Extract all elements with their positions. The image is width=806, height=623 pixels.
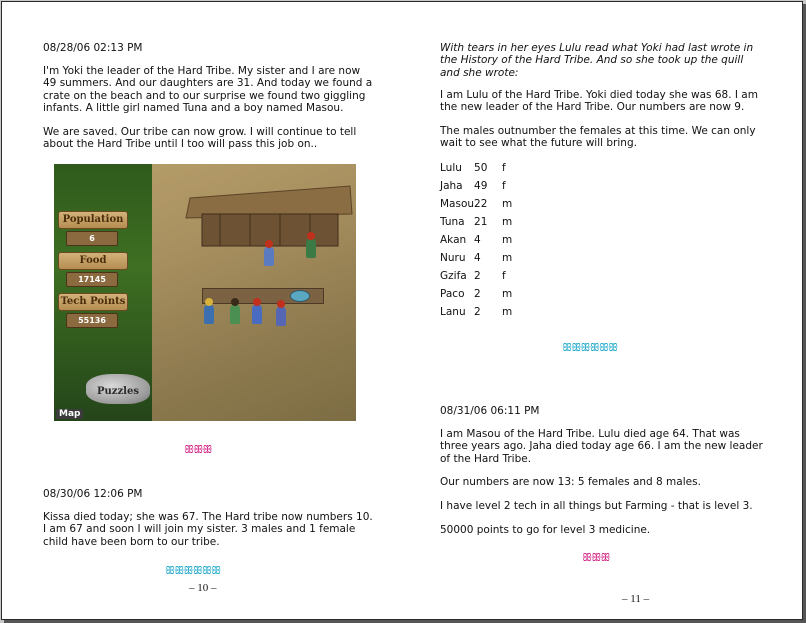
villager — [276, 306, 286, 326]
tribe-member-table — [440, 159, 512, 321]
population-label: Population — [58, 211, 128, 229]
entry-date: 08/30/06 12:06 PM — [43, 488, 143, 500]
population-value: 6 — [66, 231, 118, 246]
entry-paragraph: 50000 points to go for level 3 medicine. — [440, 524, 651, 536]
member-sex: m — [502, 198, 513, 210]
game-screenshot — [54, 164, 356, 421]
entry-paragraph: I am Lulu of the Hard Tribe. Yoki died today she was 68. I am the new leader of the Hard Tribe. Our numbers are now 9. — [440, 89, 758, 114]
member-age: 4 — [474, 252, 481, 264]
member-name: Lanu — [440, 306, 466, 318]
villager-head — [307, 232, 315, 240]
member-age: 49 — [474, 180, 488, 192]
member-sex: m — [502, 288, 513, 300]
villager — [306, 238, 316, 258]
member-sex: f — [502, 162, 506, 174]
villager-head — [265, 240, 273, 248]
ornament-divider: ꕥꕥꕥ — [582, 551, 610, 564]
villager-head — [253, 298, 261, 306]
table-row — [440, 303, 512, 321]
ornament-divider: ꕥꕥꕥ — [184, 443, 212, 456]
member-sex: m — [502, 252, 513, 264]
villager-head — [231, 298, 239, 306]
member-name: Akan — [440, 234, 467, 246]
water-pot — [290, 290, 310, 302]
table-row — [440, 267, 512, 285]
table-row — [440, 195, 512, 213]
hut-illustration — [180, 178, 354, 248]
member-sex: f — [502, 270, 506, 282]
page-number: – 10 – — [189, 582, 217, 594]
member-sex: f — [502, 180, 506, 192]
member-sex: m — [502, 306, 513, 318]
member-age: 22 — [474, 198, 488, 210]
member-sex: m — [502, 216, 513, 228]
ornament-divider: ꕥꕥꕥꕥꕥꕥ — [562, 341, 618, 354]
map-button: Map — [56, 409, 83, 419]
member-name: Paco — [440, 288, 465, 300]
villager-head — [205, 298, 213, 306]
villager — [252, 304, 262, 324]
member-age: 2 — [474, 306, 481, 318]
member-sex: m — [502, 234, 513, 246]
entry-paragraph: I have level 2 tech in all things but Farming - that is level 3. — [440, 500, 753, 512]
villager-head — [277, 300, 285, 308]
member-age: 2 — [474, 288, 481, 300]
food-value: 17145 — [66, 272, 118, 287]
member-age: 21 — [474, 216, 488, 228]
member-name: Jaha — [440, 180, 463, 192]
entry-paragraph: The males outnumber the females at this time. We can only wait to see what the future will bring. — [440, 125, 756, 150]
villager — [264, 246, 274, 266]
right-page — [404, 2, 802, 619]
entry-paragraph: Our numbers are now 13: 5 females and 8 males. — [440, 476, 701, 488]
tech-points-label: Tech Points — [58, 293, 128, 311]
member-name: Tuna — [440, 216, 465, 228]
page-number: – 11 – — [622, 593, 650, 605]
member-name: Gzifa — [440, 270, 467, 282]
intro-paragraph: With tears in her eyes Lulu read what Yoki had last wrote in the History of the Hard Tribe. And so she took up the quill and she wrote: — [440, 42, 754, 79]
member-name: Nuru — [440, 252, 466, 264]
table-row — [440, 231, 512, 249]
book-spread — [1, 1, 803, 620]
member-name: Lulu — [440, 162, 462, 174]
table-row — [440, 213, 512, 231]
entry-paragraph: We are saved. Our tribe can now grow. I will continue to tell about the Hard Tribe until I too will pass this job on.. — [43, 126, 357, 151]
villager — [204, 304, 214, 324]
member-name: Masou — [440, 198, 475, 210]
table-row — [440, 177, 512, 195]
member-age: 50 — [474, 162, 488, 174]
entry-paragraph: I am Masou of the Hard Tribe. Lulu died age 64. That was three years ago. Jaha died today age 66. I am the new leader of the Hard Tribe. — [440, 428, 763, 465]
food-label: Food — [58, 252, 128, 270]
member-age: 2 — [474, 270, 481, 282]
entry-paragraph: I'm Yoki the leader of the Hard Tribe. My sister and I are now 49 summers. And our daughters are 31. And today we found a crate on the beach and to our surprise we found two giggling infants. A little girl named Tuna and a boy named Masou. — [43, 65, 373, 115]
table-row — [440, 159, 512, 177]
table-row — [440, 249, 512, 267]
entry-date: 08/31/06 06:11 PM — [440, 405, 540, 417]
entry-paragraph: Kissa died today; she was 67. The Hard tribe now numbers 10. I am 67 and soon I will join my sister. 3 males and 1 female child have been born to our tribe. — [43, 511, 373, 548]
villager — [230, 304, 240, 324]
puzzles-button: Puzzles — [97, 386, 139, 397]
tech-points-value: 55136 — [66, 313, 118, 328]
entry-date: 08/28/06 02:13 PM — [43, 42, 143, 54]
table-row — [440, 285, 512, 303]
ornament-divider: ꕥꕥꕥꕥꕥꕥ — [165, 564, 221, 577]
member-age: 4 — [474, 234, 481, 246]
left-page — [2, 2, 402, 619]
